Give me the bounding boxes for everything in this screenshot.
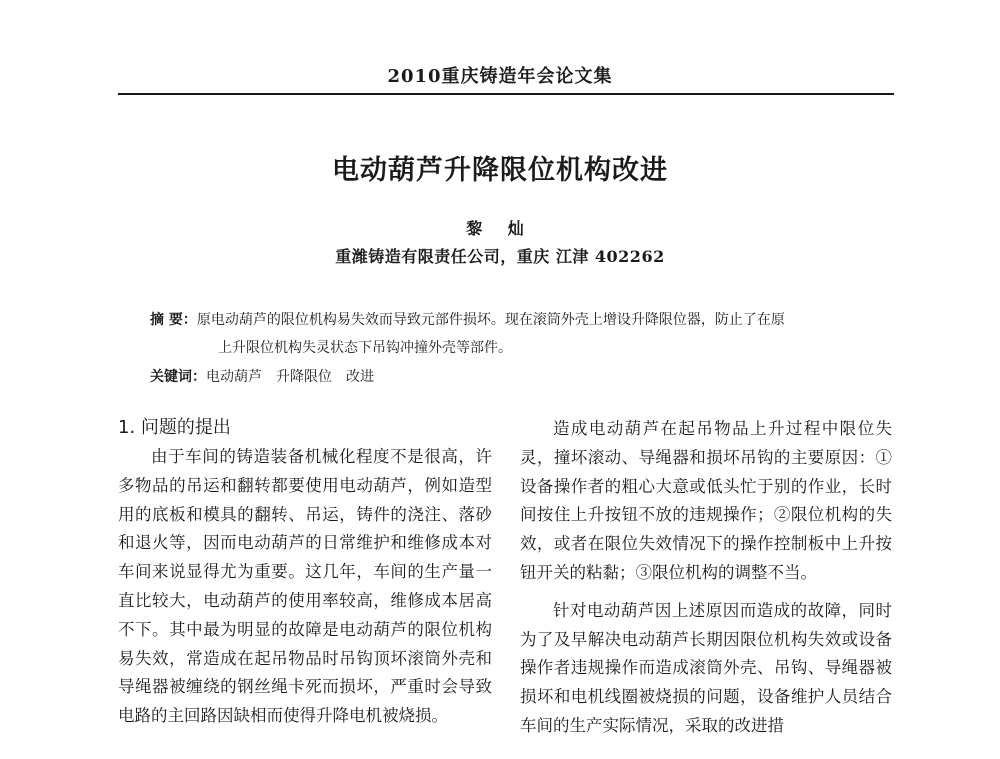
section-heading: 1. 问题的提出 bbox=[118, 417, 231, 438]
keywords-label: 关键词： bbox=[150, 369, 206, 385]
abstract-text-1: 原电动葫芦的限位机构易失效而导致元部件损坏。现在滚筒外壳上增设升降限位器，防止了在原 bbox=[196, 312, 785, 328]
running-head: 2010重庆铸造年会论文集 bbox=[387, 66, 613, 87]
abstract-line-2 bbox=[218, 338, 512, 358]
left-column bbox=[118, 443, 492, 731]
abstract-label: 摘 要： bbox=[150, 312, 197, 328]
header-rule bbox=[118, 93, 894, 95]
paper-title: 电动葫芦升降限位机构改进 bbox=[332, 155, 668, 186]
right-column bbox=[520, 415, 892, 741]
abstract-text-2: 上升限位机构失灵状态下吊钩冲撞外壳等部件。 bbox=[218, 340, 512, 356]
right-paragraph-2: 针对电动葫芦因上述原因而造成的故障，同时为了及早解决电动葫芦长期因限位机构失效或设备操作者违规操作而造成滚筒外壳、吊钩、导绳器被损坏和电机线圈被烧损的问题，设备维护人员结合车间的生产实际情况，采取的改进措 bbox=[520, 600, 892, 735]
keywords-text: 电动葫芦 升降限位 改进 bbox=[206, 369, 374, 385]
keywords-line bbox=[150, 367, 374, 387]
author-name: 黎 灿 bbox=[466, 219, 534, 238]
left-paragraph: 由于车间的铸造装备机械化程度不是很高，许多物品的吊运和翻转都要使用电动葫芦，例如造型用的底板和模具的翻转、吊运，铸件的浇注、落砂和退火等，因而电动葫芦的日常维护和维修成本对车间来说显得尤为重要。这几年，车间的生产量一直比较大，电动葫芦的使用率较高，维修成本居高不下。其中最为明显的故障是电动葫芦的限位机构易失效，常造成在起吊物品时吊钩顶坏滚筒外壳和导绳器被缠绕的钢丝绳卡死而损坏，严重时会导致电路的主回路因缺相而使得升降电机被烧损。 bbox=[118, 447, 492, 726]
author-affiliation: 重潍铸造有限责任公司，重庆 江津 402262 bbox=[335, 247, 665, 266]
abstract-line-1 bbox=[150, 310, 785, 330]
right-paragraph-1: 造成电动葫芦在起吊物品上升过程中限位失灵，撞坏滚动、导绳器和损坏吊钩的主要原因：①设备操作者的粗心大意或低头忙于别的作业，长时间按住上升按钮不放的违规操作；②限位机构的失效，或者在限位失效情况下的操作控制板中上升按钮开关的粘黏；③限位机构的调整不当。 bbox=[520, 419, 892, 582]
